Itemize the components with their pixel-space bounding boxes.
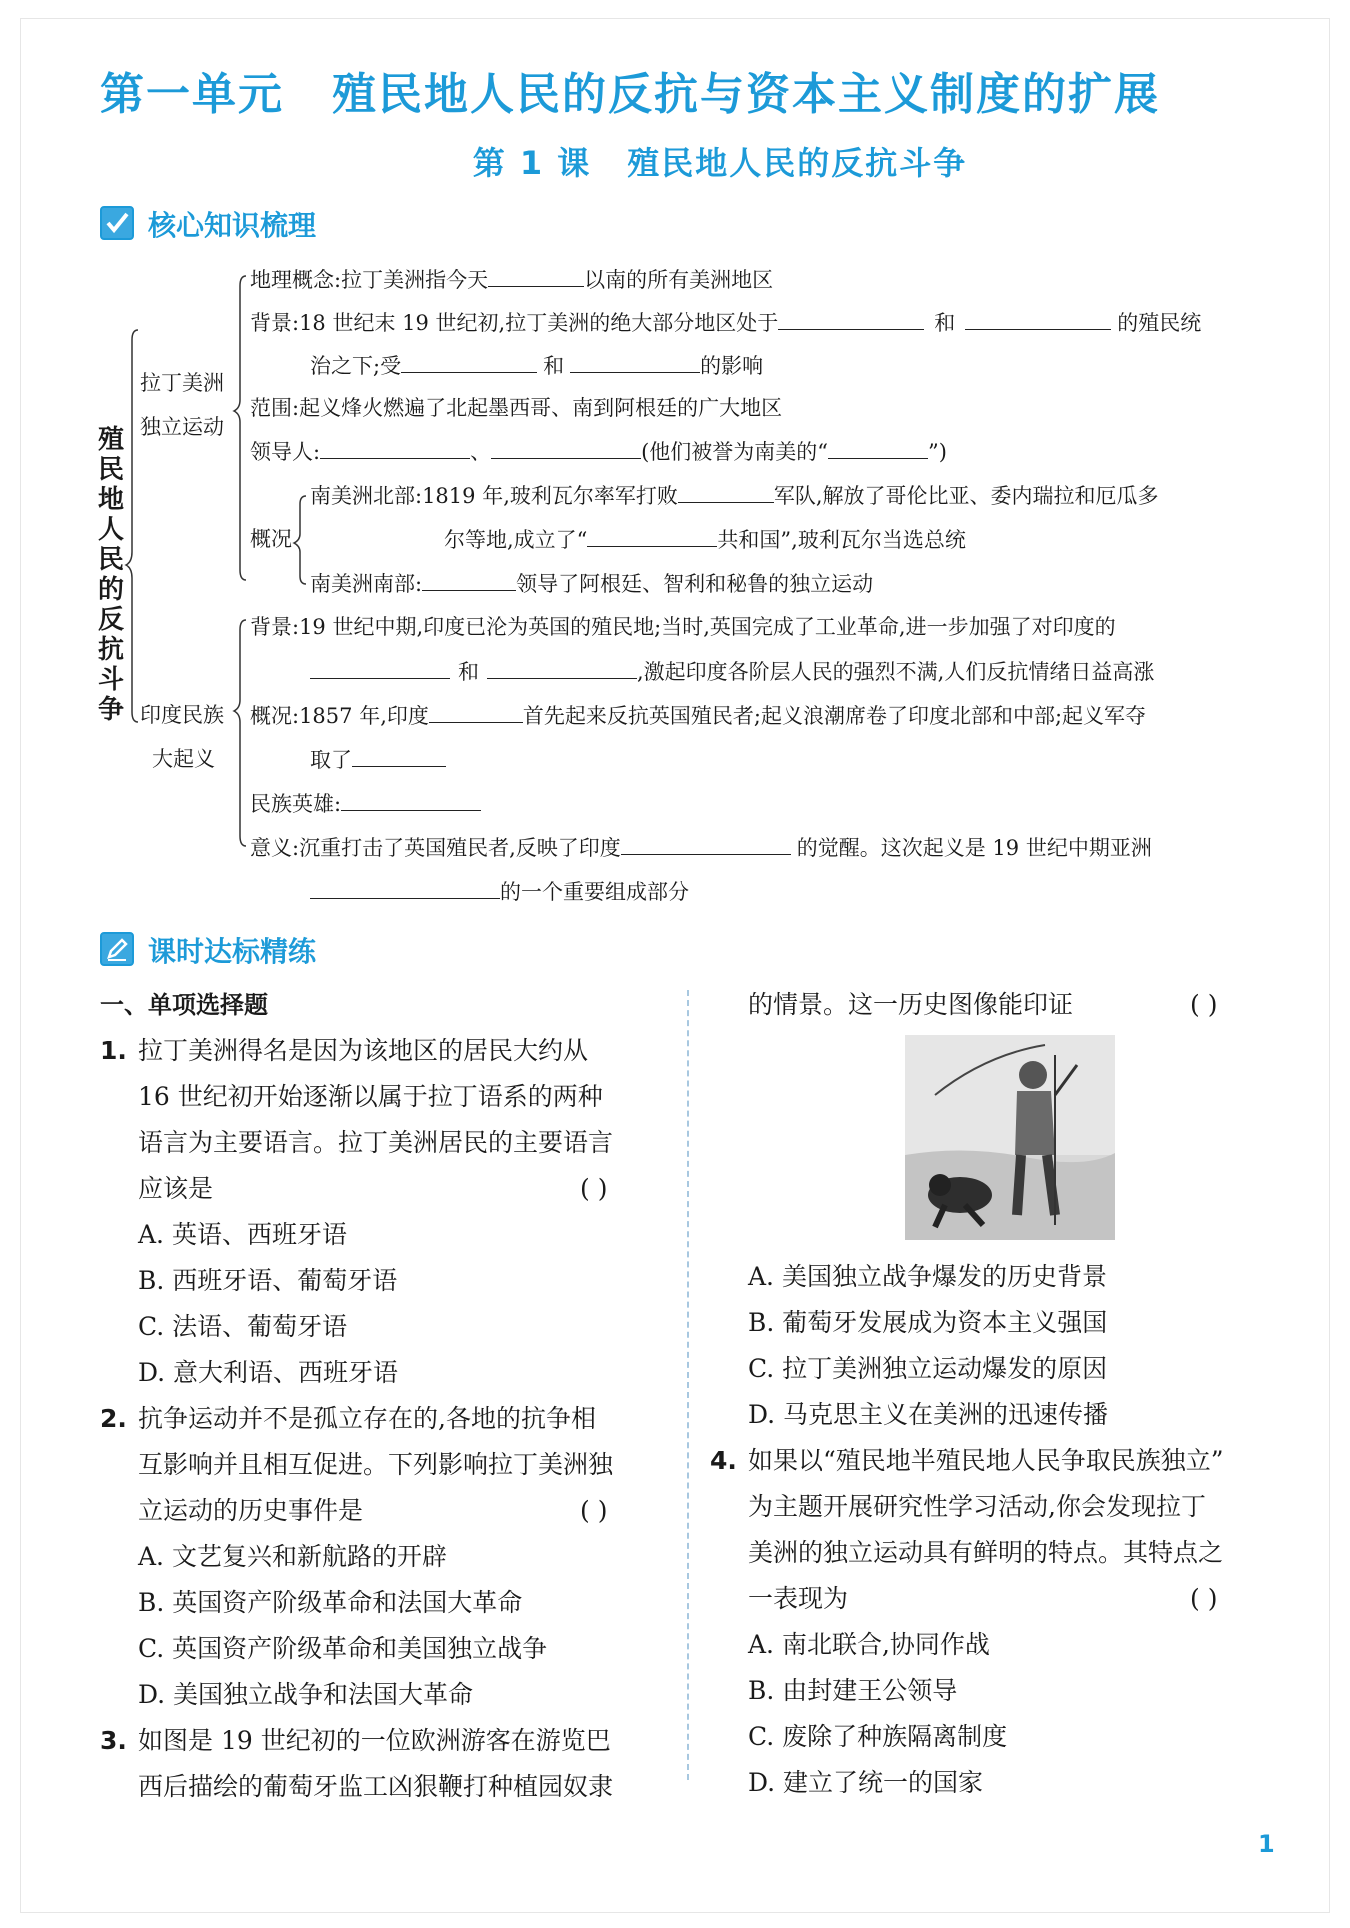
lat-scope-line: 范围:起义烽火燃遍了北起墨西哥、南到阿根廷的广大地区 (250, 396, 783, 420)
q1-option-d[interactable]: D. 意大利语、西班牙语 (138, 1358, 399, 1387)
q4-stem-line: 为主题开展研究性学习活动,你会发现拉丁 (748, 1492, 1206, 1521)
india-significance-line1: 意义:沉重打击了英国殖民者,反映了印度 的觉醒。这次起义是 19 世纪中期亚洲 (250, 836, 1152, 860)
q2-option-d[interactable]: D. 美国独立战争和法国大革命 (138, 1680, 474, 1709)
q1-stem-line: 16 世纪初开始逐渐以属于拉丁语系的两种 (138, 1082, 603, 1111)
q2-stem-line: 立运动的历史事件是 (138, 1496, 364, 1525)
india-background-line1: 背景:19 世纪中期,印度已沦为英国的殖民地;当时,英国完成了工业革命,进一步加强了对印度的 (250, 615, 1116, 639)
q1-answer-paren[interactable]: ( ) (580, 1174, 608, 1203)
q3-option-c[interactable]: C. 拉丁美洲独立运动爆发的原因 (748, 1354, 1108, 1383)
branch2-label-line1: 印度民族 (140, 703, 224, 727)
mindmap-root: 殖民地人民的反抗斗争 (97, 425, 124, 725)
q1-option-a[interactable]: A. 英语、西班牙语 (138, 1220, 347, 1249)
q1-number: 1. (100, 1036, 127, 1065)
lat-background-line1: 背景:18 世纪末 19 世纪初,拉丁美洲的绝大部分地区处于 和 的殖民统 (250, 311, 1202, 335)
branch1-label-line1: 拉丁美洲 (140, 371, 224, 395)
q4-option-c[interactable]: C. 废除了种族隔离制度 (748, 1722, 1008, 1751)
q3-stem-line: 如图是 19 世纪初的一位欧洲游客在游览巴 (138, 1726, 611, 1755)
india-overview-line1: 概况:1857 年,印度 首先起来反抗英国殖民者;起义浪潮席卷了印度北部和中部;起义军夺 (250, 704, 1147, 728)
lesson-title: 第 1 课 殖民地人民的反抗斗争 (472, 144, 968, 182)
india-overview-line2: 取了 (310, 746, 446, 773)
q3-option-a[interactable]: A. 美国独立战争爆发的历史背景 (748, 1262, 1107, 1291)
q2-option-a[interactable]: A. 文艺复兴和新航路的开辟 (138, 1542, 447, 1571)
page-number: 1 (1258, 1830, 1275, 1858)
part-title: 一、单项选择题 (100, 991, 268, 1019)
india-hero-line: 民族英雄: (250, 790, 481, 817)
section-title-knowledge: 核心知识梳理 (148, 209, 317, 242)
q3-option-d[interactable]: D. 马克思主义在美洲的迅速传播 (748, 1400, 1109, 1429)
north-line1: 南美洲北部:1819 年,玻利瓦尔率军打败 军队,解放了哥伦比亚、委内瑞拉和厄瓜多 (310, 484, 1159, 508)
india-significance-line2: 的一个重要组成部分 (310, 878, 689, 905)
q4-option-b[interactable]: B. 由封建王公领导 (748, 1676, 958, 1705)
q3-option-b[interactable]: B. 葡萄牙发展成为资本主义强国 (748, 1308, 1108, 1337)
q1-stem-line: 语言为主要语言。拉丁美洲居民的主要语言 (138, 1128, 614, 1157)
lat-background-line2: 治之下;受 和 的影响 (310, 354, 764, 378)
q3-number: 3. (100, 1726, 127, 1755)
branch2-label-line2: 大起义 (152, 747, 215, 771)
q4-number: 4. (710, 1446, 737, 1475)
q3-stem-line: 的情景。这一历史图像能印证 (748, 990, 1074, 1019)
q4-stem-line: 一表现为 (748, 1584, 849, 1613)
india-background-line2: 和 ,激起印度各阶层人民的强烈不满,人们反抗情绪日益高涨 (310, 658, 1154, 685)
q2-answer-paren[interactable]: ( ) (580, 1496, 608, 1525)
q2-option-b[interactable]: B. 英国资产阶级革命和法国大革命 (138, 1588, 523, 1617)
q2-stem-line: 抗争运动并不是孤立存在的,各地的抗争相 (138, 1404, 596, 1433)
geo-concept-line: 地理概念:拉丁美洲指今天 以南的所有美洲地区 (250, 268, 774, 292)
branch1-label-line2: 独立运动 (140, 415, 224, 439)
q4-option-a[interactable]: A. 南北联合,协同作战 (748, 1630, 990, 1659)
north-line2: 尔等地,成立了“ 共和国”,玻利瓦尔当选总统 (444, 528, 966, 552)
lat-leader-line: 领导人: 、 (他们被誉为南美的“ ”) (250, 440, 947, 464)
q4-stem-line: 美洲的独立运动具有鲜明的特点。其特点之 (748, 1538, 1224, 1567)
q3-stem-line: 西后描绘的葡萄牙监工凶狠鞭打种植园奴隶 (138, 1772, 614, 1801)
q1-option-b[interactable]: B. 西班牙语、葡萄牙语 (138, 1266, 398, 1295)
q2-option-c[interactable]: C. 英国资产阶级革命和美国独立战争 (138, 1634, 548, 1663)
q2-stem-line: 互影响并且相互促进。下列影响拉丁美洲独 (138, 1450, 614, 1479)
q2-number: 2. (100, 1404, 127, 1433)
pencil-icon (100, 932, 134, 966)
south-line: 南美洲南部: 领导了阿根廷、智利和秘鲁的独立运动 (310, 572, 874, 596)
q4-stem-line: 如果以“殖民地半殖民地人民争取民族独立” (748, 1446, 1224, 1475)
slave-whipping-illustration (905, 1035, 1115, 1240)
overview-label: 概况 (250, 527, 292, 551)
q1-stem-line: 拉丁美洲得名是因为该地区的居民大约从 (138, 1036, 589, 1065)
q4-option-d[interactable]: D. 建立了统一的国家 (748, 1768, 984, 1797)
column-divider (687, 990, 689, 1780)
section-title-practice: 课时达标精练 (148, 935, 317, 968)
unit-title: 第一单元 殖民地人民的反抗与资本主义制度的扩展 (100, 69, 1160, 120)
q1-stem-line: 应该是 (138, 1174, 214, 1203)
q3-answer-paren[interactable]: ( ) (1190, 990, 1218, 1019)
q4-answer-paren[interactable]: ( ) (1190, 1584, 1218, 1613)
q1-option-c[interactable]: C. 法语、葡萄牙语 (138, 1312, 348, 1341)
